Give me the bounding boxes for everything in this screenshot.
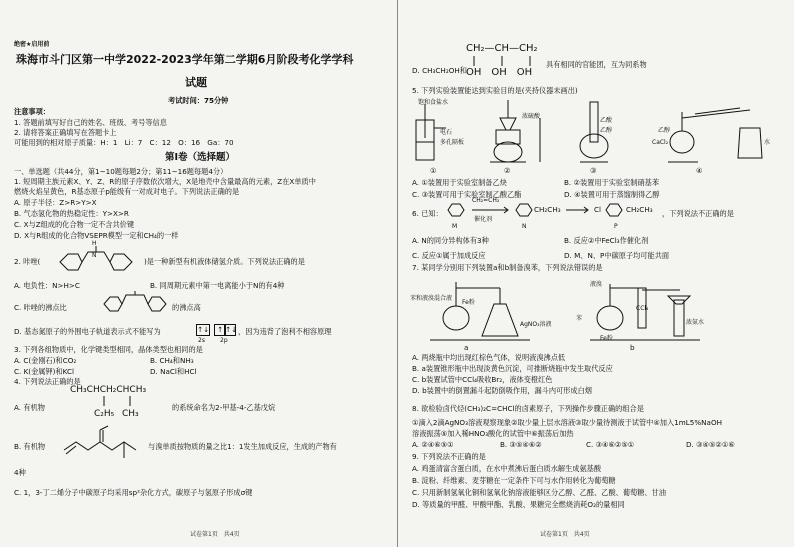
exam-title-line2: 试题 [185, 76, 207, 89]
q6-option-b: B. 反应②中FeCl₃作催化剂 [564, 236, 649, 245]
notes-item-1: 1. 答题前填写好自己的姓名、班级、考号等信息 [14, 118, 167, 127]
label-benzene: 苯 [576, 315, 583, 322]
q8-steps-line2: ①滴入2滴AgNO₃溶液观察现象②取少量上层水溶液③取少量待测液于试管中④加入1mL5%NaOH [412, 418, 723, 427]
exam-title-line1: 珠海市斗门区第一中学2022-2023学年第二学期6月阶段考化学学科 [16, 53, 354, 66]
q5-option-d: D. ④装置可用于蒸馏制得乙醇 [564, 190, 660, 199]
section1-instructions: 一、单选题（共44分，第1~10题每题2分；第11~16题每题4分） [14, 167, 228, 176]
q9-option-c: C. 只用新制氢氧化铜和氢氧化钠溶液能够区分乙醇、乙醛、乙酸、葡萄糖、甘油 [412, 488, 666, 497]
notes-heading: 注意事项： [14, 107, 50, 116]
q2-stem-prefix: 2. 咔唑( [14, 257, 41, 266]
q8-option-a: A. ②④⑥⑤① [412, 440, 454, 449]
q6-option-c: C. 反应①属于加成反应 [412, 251, 486, 260]
exam-time: 考试时间：75分钟 [168, 96, 229, 105]
glycerol-chain: CH₂—CH—CH₂ [466, 43, 538, 54]
q3-option-a: A. C(金刚石)和CO₂ [14, 356, 77, 365]
apparatus-2-number: ② [504, 166, 511, 175]
label-liquid-bromine: 液溴 [590, 281, 603, 288]
q8-option-b: B. ③⑤④⑥② [500, 440, 542, 449]
label-ammonia: 浓氨水 [686, 319, 705, 326]
q5-option-a: A. ①装置用于实验室制备乙炔 [412, 178, 507, 187]
label-fe-powder-a: Fe粉 [462, 299, 475, 306]
q7-option-c: C. b装置试管中CCl₄吸收Br₂，液体变橙红色 [412, 375, 553, 384]
carbazole-structure-icon [50, 240, 142, 280]
q4-option-a-prefix: A. 有机物 [14, 403, 45, 412]
q4-option-b-cont: 4种 [14, 468, 26, 477]
q4-option-c: C. 1，3-丁二烯分子中碳原子均采用sp²杂化方式，碳原子与氢原子形成σ键 [14, 488, 253, 497]
atomic-mass-info: 可能用到的相对原子质量：H：1 Li：7 C：12 O：16 Ga：70 [14, 138, 234, 147]
q4-a-sub-ethyl: C₂H₅ [94, 409, 115, 419]
q6-n-group: CH₂CH₃ [534, 205, 561, 214]
label-porous-plate: 多孔隔板 [440, 139, 465, 146]
apparatus-a-label: a [464, 343, 469, 352]
q4-option-d-suffix: 具有相同的官能团，互为同系物 [546, 60, 647, 69]
q4-option-d-prefix: D. CH₃CH₂OH和 [412, 66, 467, 75]
q1-stem-2: 燃烧火焰呈黄色，R基态原子p能级有一对成对电子。下列说法正确的是 [14, 187, 240, 196]
q4-branch-lines [100, 396, 140, 408]
q6-stem-prefix: 6. 已知： [412, 209, 443, 218]
q7-option-b: B. a装置锥形瓶中出现淡黄色沉淀，可推断烧瓶中发生取代反应 [412, 364, 613, 373]
q6-m-label: M [452, 223, 458, 230]
q4-option-a-suffix: 的系统命名为2-甲基-4-乙基戊烷 [172, 403, 276, 412]
q4-a-sub-methyl: CH₃ [122, 409, 139, 419]
q7-stem: 7. 某同学分别用下列装置a和b制备溴苯，下列说法错误的是 [412, 263, 603, 272]
q1-option-b: B. 气态氢化物的热稳定性：Y>X>R [14, 209, 129, 218]
q6-p-label: P [614, 223, 618, 230]
apparatus-b-label: b [630, 343, 635, 352]
q2-option-a: A. 电负性：N>H>C [14, 281, 80, 290]
right-column [400, 0, 794, 547]
q3-option-c: C. K(金属钾)和KCl [14, 367, 74, 376]
apparatus-4-number: ④ [696, 166, 703, 175]
q4-stem: 4. 下列说法正确的是 [14, 377, 81, 386]
label-fe-powder-b: Fe粉 [600, 335, 613, 342]
label-agno3: AgNO₃溶液 [520, 321, 552, 328]
label-ccl4: CCl₄ [636, 305, 649, 312]
label-water: 水 [764, 139, 771, 146]
q1-option-a: A. 原子半径：Z>R>Y>X [14, 198, 97, 207]
notes-item-2: 2. 请将答案正确填写在答题卡上 [14, 128, 117, 137]
footer-right: 试卷第1页 共4页 [540, 531, 590, 538]
q9-option-a: A. 鸡蛋清富含蛋白质，在水中煮沸后蛋白质水解生成氨基酸 [412, 464, 602, 473]
q9-stem: 9. 下列说法不正确的是 [412, 452, 486, 461]
apparatus-1-number: ① [430, 166, 437, 175]
q6-n-label: N [522, 223, 527, 230]
label-benzene-bromine-mix: 苯和液溴混合液 [410, 295, 453, 302]
q2-option-d-prefix: D. 基态氮原子的外围电子轨道表示式不能写为 [14, 327, 161, 336]
q6-stem-suffix: ，下列说法不正确的是 [662, 209, 734, 218]
q2-option-c-prefix: C. 咔唑的沸点比 [14, 303, 67, 312]
q1-option-c: C. X与Z组成的化合物一定不含共价键 [14, 220, 135, 229]
q8-option-c: C. ③④⑥②⑤① [586, 440, 635, 449]
glycerol-oh-groups: OH OH OH [466, 67, 533, 78]
label-acetic: 乙酸 [600, 117, 613, 124]
secret-label: 绝密★启用前 [14, 41, 50, 48]
q5-option-c: C. ③装置可用于实验室制乙酸乙酯 [412, 190, 522, 199]
label-cacl2: CaCl₂ [652, 139, 669, 146]
label-c-ethanol: 乙醇 [658, 127, 671, 134]
q4-b-diene-structure-icon [62, 424, 146, 460]
q8-option-d: D. ③④⑤②①⑥ [686, 440, 735, 449]
q5-option-b: B. ②装置用于实验室制硝基苯 [564, 178, 660, 187]
q7-option-a: A. 两烧瓶中均出现红棕色气体，说明液溴沸点低 [412, 353, 566, 362]
footer-left: 试卷第1页 共4页 [190, 531, 240, 538]
fluorene-structure-icon [100, 290, 172, 316]
q2-stem-suffix: )是一种新型有机液体储氢介质。下列说法正确的是 [144, 257, 305, 266]
q9-option-b: B. 淀粉、纤维素、麦芽糖在一定条件下可与水作用转化为葡萄糖 [412, 476, 616, 485]
orbital-2p-box-1: ↑ [214, 324, 226, 336]
q7-option-d: D. b装置中的倒置漏斗起防倒吸作用，漏斗内可形成白烟 [412, 386, 592, 395]
orbital-2s-label: 2s [198, 337, 205, 344]
orbital-2p-label: 2p [220, 337, 228, 344]
label-carbide: 电石 [440, 129, 453, 136]
svg-text:N: N [92, 252, 97, 259]
orbital-2p-box-2: ↑↓ [225, 325, 238, 334]
apparatus-3-number: ③ [590, 166, 597, 175]
q6-option-d: D. M、N、P中碳原子均可能共面 [564, 251, 670, 260]
svg-text:H: H [92, 240, 97, 247]
q3-option-b: B. CH₄和NH₃ [150, 356, 194, 365]
q2-option-b: B. 同周期元素中第一电离能小于N的有4种 [150, 281, 285, 290]
q6-p-group: CH₂CH₃ [626, 205, 653, 214]
orbital-2s-box: ↑↓ [197, 325, 210, 334]
q4-option-b-suffix: 与溴单质按物质的量之比1：1发生加成反应，生成的产物有 [148, 442, 337, 451]
q6-cl-label: Cl [594, 205, 602, 214]
q3-stem: 3. 下列各组物质中，化学键类型相同，晶体类型也相同的是 [14, 345, 203, 354]
q2-option-d-suffix: ，因为违背了泡利不相容原理 [238, 327, 332, 336]
q1-option-d: D. X与R组成的化合物VSEPR模型一定和CH₄的一样 [14, 231, 179, 240]
section1-heading: 第Ⅰ卷（选择题） [165, 152, 236, 163]
q6-reagent-top: CH₂=CH₂ [472, 197, 500, 204]
q2-option-c-suffix: 的沸点高 [172, 303, 201, 312]
q1-stem: 1. 短周期主族元素X、Y、Z、R的原子序数依次增大，X是地壳中含量最高的元素，Z在X单质中 [14, 177, 316, 186]
q6-reagent-bottom: 催化剂 [474, 216, 493, 223]
q8-steps-line3: 溶液振荡⑤加入稀HNO₃酸化的试管中⑥振荡后加热 [412, 429, 574, 438]
q4-a-structure-main: CH₃CHCH₂CHCH₃ [70, 385, 147, 395]
label-saturated-brine: 饱和食盐水 [418, 99, 449, 106]
q3-option-d: D. NaCl和HCl [150, 367, 197, 376]
label-ethanol: 乙醇 [600, 127, 613, 134]
q8-stem: 8. 欲检验卤代烃(CH₃)₂C=CHCl的卤素原子，下列操作步骤正确的组合是 [412, 404, 644, 413]
q4-option-b-prefix: B. 有机物 [14, 442, 46, 451]
q5-stem: 5. 下列实验装置能达到实验目的是(夹持仪器未画出) [412, 86, 578, 95]
q6-option-a: A. N的同分异构体有3种 [412, 236, 489, 245]
label-concentrated-acid: 浓硫酸 [522, 113, 541, 120]
q9-option-d: D. 等质量的甲醛、甲酸甲酯、乳酸、果糖完全燃烧消耗O₂的量相同 [412, 500, 625, 509]
